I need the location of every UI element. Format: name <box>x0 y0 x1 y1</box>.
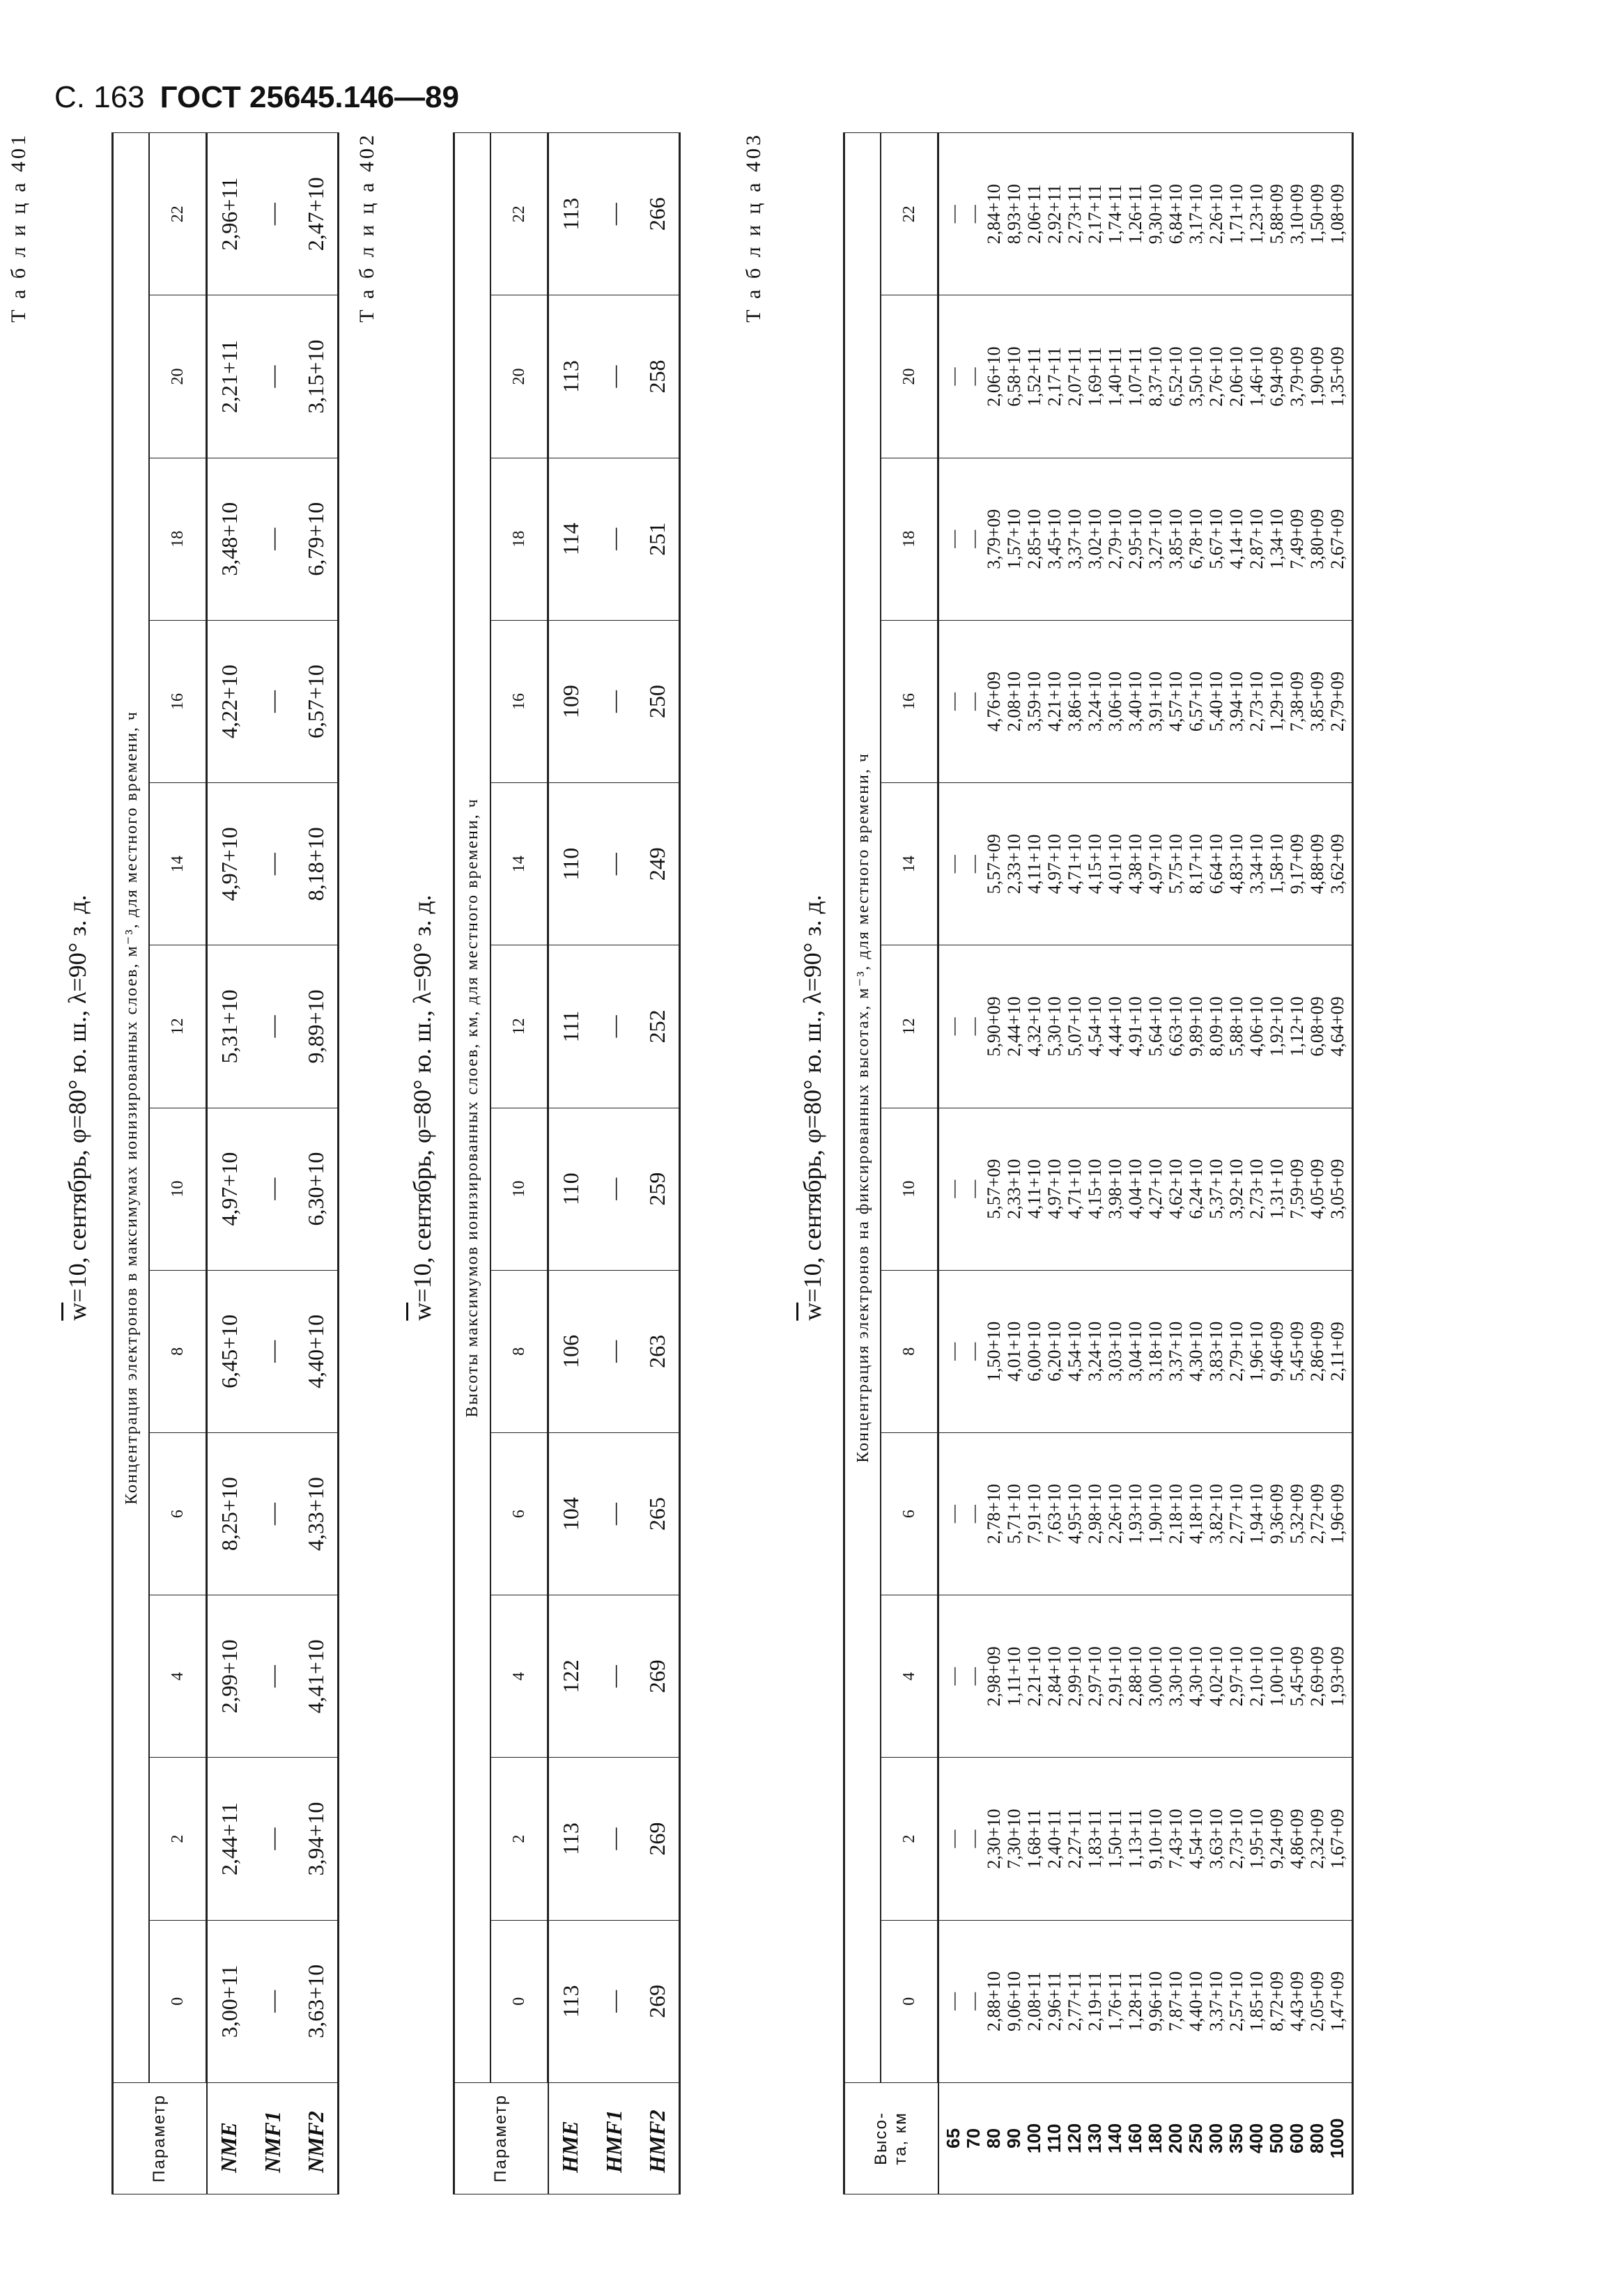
cell: 6,57+10 <box>294 620 339 782</box>
table-401-caption: Т а б л и ц а 401 <box>7 132 30 323</box>
cell: 250 <box>635 620 680 782</box>
cell: 122 <box>548 1595 593 1758</box>
cell: 6,45+10 <box>207 1270 252 1432</box>
cell: — <box>251 1595 294 1758</box>
value-column <box>938 620 1353 782</box>
table-402-title <box>408 132 437 2083</box>
title-text: =10, сентябрь, φ=80° ю. ш., λ=90° з. д. <box>63 895 91 1303</box>
column-values: — — 5,90+09 2,44+10 4,32+10 5,30+10 5,07+10 4,54+10 4,44+10 4,91+10 5,64+10 6,63+10 9,89+10 8,09+10 5,88+10 4,06+10 1,92+10 1,12+10 6,08+09 4,64+09 <box>943 996 1347 1057</box>
cell: — <box>592 620 635 782</box>
hour-header: 2 <box>881 1758 938 1920</box>
hour-header: 22 <box>881 133 938 295</box>
cell: — <box>592 945 635 1108</box>
cell: 249 <box>635 783 680 945</box>
hour-header: 20 <box>490 295 548 458</box>
param-name: NMF2 <box>294 2082 339 2194</box>
cell: 114 <box>548 458 593 620</box>
hour-header: 16 <box>881 620 938 782</box>
hour-header: 22 <box>149 133 207 295</box>
param-name: NME <box>207 2082 252 2194</box>
cell: — <box>592 1920 635 2082</box>
title-text: =10, сентябрь, φ=80° ю. ш., λ=90° з. д. <box>408 895 436 1303</box>
column-values: — — 2,88+10 9,06+10 2,08+11 2,96+11 2,77+11 2,19+11 1,76+11 1,28+11 9,96+10 7,87+10 4,40+10 3,37+10 2,57+10 1,85+10 8,72+09 4,43+09 2,05+09 1,47+09 <box>943 1971 1347 2031</box>
cell: 113 <box>548 133 593 295</box>
cell: — <box>592 295 635 458</box>
cell: 113 <box>548 295 593 458</box>
cell: — <box>592 1595 635 1758</box>
table-row <box>592 133 635 2194</box>
cell: — <box>592 458 635 620</box>
value-column <box>938 1432 1353 1595</box>
hour-header: 8 <box>149 1270 207 1432</box>
table-row <box>938 133 1353 2194</box>
cell: 3,00+11 <box>207 1920 252 2082</box>
hour-header: 8 <box>490 1270 548 1432</box>
cell: — <box>251 133 294 295</box>
cell: 263 <box>635 1270 680 1432</box>
column-values: — — 3,79+09 1,57+10 2,85+10 3,45+10 3,37+10 3,02+10 2,79+10 2,95+10 3,27+10 3,85+10 6,78+10 5,67+10 4,14+10 2,87+10 1,34+10 7,49+09 3,80+09 2,67+09 <box>943 509 1347 569</box>
cell: 3,94+10 <box>294 1758 339 1920</box>
cell: 113 <box>548 1920 593 2082</box>
cell: 3,15+10 <box>294 295 339 458</box>
cell: 2,21+11 <box>207 295 252 458</box>
table-row <box>251 133 294 2194</box>
cell: — <box>251 1920 294 2082</box>
param-name: HMF1 <box>592 2082 635 2194</box>
cell: 4,22+10 <box>207 620 252 782</box>
page-number: С. 163 <box>54 80 145 114</box>
hour-header: 22 <box>490 133 548 295</box>
hour-header: 4 <box>149 1595 207 1758</box>
group-header: Концентрация электронов в максимумах ионизированных слоев, м⁻³, для местного времени, ч <box>113 133 150 2083</box>
param-header: Параметр <box>454 2082 548 2194</box>
value-column <box>938 458 1353 620</box>
hour-header: 16 <box>490 620 548 782</box>
column-values: — — 2,30+10 7,30+10 1,68+11 2,40+11 2,27+11 1,83+11 1,50+11 1,13+11 9,10+10 7,43+10 4,54+10 3,63+10 2,73+10 1,95+10 9,24+09 4,86+09 2,32+09 1,67+09 <box>943 1809 1347 1869</box>
cell: 6,79+10 <box>294 458 339 620</box>
cell: — <box>592 1108 635 1270</box>
column-values: — — 5,57+09 2,33+10 4,11+10 4,97+10 4,71+10 4,15+10 4,01+10 4,38+10 4,97+10 5,75+10 8,17+10 6,64+10 4,83+10 3,34+10 1,58+10 9,17+09 4,88+09 3,62+09 <box>943 834 1347 895</box>
cell: 4,40+10 <box>294 1270 339 1432</box>
hour-header: 20 <box>149 295 207 458</box>
cell: — <box>251 620 294 782</box>
group-header: Высоты максимумов ионизированных слоев, км, для местного времени, ч <box>454 133 491 2083</box>
cell: — <box>592 1758 635 1920</box>
param-name: NMF1 <box>251 2082 294 2194</box>
title-text: =10, сентябрь, φ=80° ю. ш., λ=90° з. д. <box>798 895 826 1303</box>
cell: 5,31+10 <box>207 945 252 1108</box>
cell: 252 <box>635 945 680 1108</box>
cell: 259 <box>635 1108 680 1270</box>
hour-header: 0 <box>149 1920 207 2082</box>
value-column <box>938 1108 1353 1270</box>
hour-header: 18 <box>149 458 207 620</box>
cell: 251 <box>635 458 680 620</box>
table-403 <box>843 132 1354 2194</box>
column-values: — — 2,84+10 8,93+10 2,06+11 2,92+11 2,73+11 2,17+11 1,74+11 1,26+11 9,30+10 6,84+10 3,17+10 2,26+10 1,71+10 1,23+10 5,88+09 3,10+09 1,50+09 1,08+09 <box>943 184 1347 245</box>
hour-header: 6 <box>149 1432 207 1595</box>
cell: — <box>251 783 294 945</box>
cell: 113 <box>548 1758 593 1920</box>
hour-header: 2 <box>149 1758 207 1920</box>
hour-header: 6 <box>881 1432 938 1595</box>
cell: 3,63+10 <box>294 1920 339 2082</box>
cell: 269 <box>635 1595 680 1758</box>
cell: 110 <box>548 783 593 945</box>
table-row <box>635 133 680 2194</box>
table-401 <box>111 132 339 2194</box>
hour-header: 16 <box>149 620 207 782</box>
page-header <box>54 70 459 125</box>
param-name: HMF2 <box>635 2082 680 2194</box>
hour-header: 4 <box>490 1595 548 1758</box>
value-column <box>938 1595 1353 1758</box>
column-values: — — 5,57+09 2,33+10 4,11+10 4,97+10 4,71+10 4,15+10 3,98+10 4,04+10 4,27+10 4,62+10 6,24+10 5,37+10 3,92+10 2,73+10 1,31+10 7,59+09 4,05+09 3,05+09 <box>943 1159 1347 1219</box>
cell: 2,47+10 <box>294 133 339 295</box>
title-w-symbol: $\overline{w}$ <box>408 1302 436 1321</box>
table-row <box>294 133 339 2194</box>
value-column <box>938 295 1353 458</box>
cell: 4,97+10 <box>207 1108 252 1270</box>
hour-header: 4 <box>881 1595 938 1758</box>
height-values: 65 70 80 90 100 110 120 130 140 160 180 200 250 300 350 400 500 600 800 1000 <box>942 2118 1347 2159</box>
standard-number: ГОСТ 25645.146—89 <box>160 80 459 114</box>
table-403-caption: Т а б л и ц а 403 <box>742 132 765 323</box>
cell: 2,44+11 <box>207 1758 252 1920</box>
hour-header: 18 <box>881 458 938 620</box>
hour-header: 14 <box>149 783 207 945</box>
table-row <box>207 133 252 2194</box>
hour-header: 14 <box>881 783 938 945</box>
cell: 4,41+10 <box>294 1595 339 1758</box>
cell: 258 <box>635 295 680 458</box>
hour-header: 2 <box>490 1758 548 1920</box>
table-402-caption: Т а б л и ц а 402 <box>355 132 378 323</box>
title-w-symbol: $\overline{w}$ <box>63 1302 91 1321</box>
height-column <box>938 2082 1353 2194</box>
cell: 2,99+10 <box>207 1595 252 1758</box>
cell: — <box>251 458 294 620</box>
hour-header: 10 <box>149 1108 207 1270</box>
cell: 6,30+10 <box>294 1108 339 1270</box>
hour-header: 0 <box>490 1920 548 2082</box>
cell: 8,25+10 <box>207 1432 252 1595</box>
param-name: HME <box>548 2082 593 2194</box>
rotated-content <box>7 132 1561 2194</box>
cell: 9,89+10 <box>294 945 339 1108</box>
cell: 110 <box>548 1108 593 1270</box>
cell: — <box>592 1270 635 1432</box>
cell: 2,96+11 <box>207 133 252 295</box>
column-values: — — 2,98+09 1,11+10 2,21+10 2,84+10 2,99+10 2,97+10 2,91+10 2,88+10 3,00+10 3,30+10 4,30+10 4,02+10 2,97+10 2,10+10 1,00+10 5,45+09 2,69+09 1,93+09 <box>943 1646 1347 1707</box>
cell: — <box>251 1758 294 1920</box>
hour-header: 0 <box>881 1920 938 2082</box>
value-column <box>938 945 1353 1108</box>
hour-header: 20 <box>881 295 938 458</box>
height-header: Высо- та, км <box>844 2082 938 2194</box>
table-403-title <box>798 132 827 2083</box>
cell: 4,97+10 <box>207 783 252 945</box>
hour-header: 12 <box>490 945 548 1108</box>
hour-header: 18 <box>490 458 548 620</box>
column-values: — — 1,50+10 4,01+10 6,00+10 6,20+10 4,54+10 3,24+10 3,03+10 3,04+10 3,18+10 3,37+10 4,30+10 3,83+10 2,79+10 1,96+10 9,46+09 5,45+09 2,86+09 2,11+09 <box>943 1321 1347 1381</box>
cell: 265 <box>635 1432 680 1595</box>
cell: — <box>251 295 294 458</box>
value-column <box>938 1758 1353 1920</box>
hour-header: 8 <box>881 1270 938 1432</box>
cell: — <box>251 945 294 1108</box>
cell: 104 <box>548 1432 593 1595</box>
group-header: Концентрация электронов на фиксированных высотах, м⁻³, для местного времени, ч <box>844 133 881 2083</box>
cell: — <box>592 1432 635 1595</box>
table-401-title <box>63 132 92 2083</box>
hour-header: 14 <box>490 783 548 945</box>
hour-header: 12 <box>881 945 938 1108</box>
value-column <box>938 133 1353 295</box>
cell: 8,18+10 <box>294 783 339 945</box>
cell: 111 <box>548 945 593 1108</box>
value-column <box>938 1920 1353 2082</box>
param-header: Параметр <box>113 2082 207 2194</box>
cell: — <box>592 783 635 945</box>
column-values: — — 2,06+10 6,58+10 1,52+11 2,17+11 2,07+11 1,69+11 1,40+11 1,07+11 8,37+10 6,52+10 3,50+10 2,76+10 2,06+10 1,46+10 6,94+09 3,79+09 1,90+09 1,35+09 <box>943 346 1347 407</box>
hour-header: 10 <box>881 1108 938 1270</box>
column-values: — — 2,78+10 5,71+10 7,91+10 7,63+10 4,95+10 2,98+10 2,26+10 1,93+10 1,90+10 2,18+10 4,18+10 3,82+10 2,77+10 1,94+10 9,36+09 5,32+09 2,72+09 1,96+09 <box>943 1484 1347 1545</box>
hour-header: 10 <box>490 1108 548 1270</box>
cell: 269 <box>635 1920 680 2082</box>
value-column <box>938 783 1353 945</box>
cell: — <box>251 1108 294 1270</box>
cell: 106 <box>548 1270 593 1432</box>
hour-header: 6 <box>490 1432 548 1595</box>
hour-header: 12 <box>149 945 207 1108</box>
cell: 4,33+10 <box>294 1432 339 1595</box>
cell: — <box>251 1432 294 1595</box>
table-row <box>548 133 593 2194</box>
title-w-symbol: $\overline{w}$ <box>798 1302 826 1321</box>
cell: 3,48+10 <box>207 458 252 620</box>
cell: — <box>251 1270 294 1432</box>
cell: 269 <box>635 1758 680 1920</box>
cell: 266 <box>635 133 680 295</box>
cell: 109 <box>548 620 593 782</box>
cell: — <box>592 133 635 295</box>
table-402 <box>453 132 681 2194</box>
value-column <box>938 1270 1353 1432</box>
column-values: — — 4,76+09 2,08+10 3,59+10 4,21+10 3,86+10 3,24+10 3,06+10 3,40+10 3,91+10 4,57+10 6,57+10 5,40+10 3,94+10 2,73+10 1,29+10 7,38+09 3,85+09 2,79+09 <box>943 671 1347 732</box>
